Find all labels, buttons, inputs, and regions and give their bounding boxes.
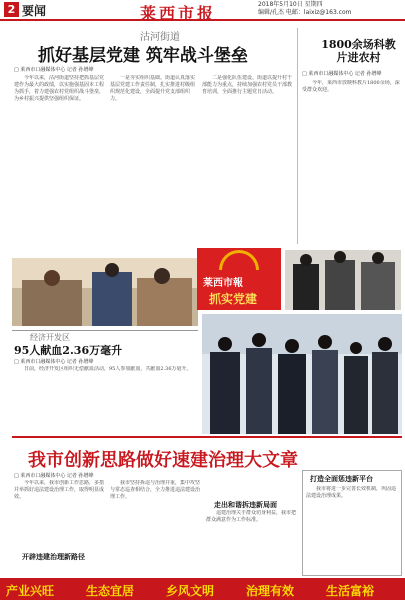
right-box-body — [306, 486, 398, 574]
right-box-paragraph: 我市将进一步完善长效机制，巩固违法建设治理成果。 — [306, 486, 397, 499]
issue-info — [258, 1, 403, 17]
lead-column-2 — [110, 75, 198, 245]
lead-photo-1 — [12, 258, 198, 326]
footer-slogan-bar — [0, 578, 405, 600]
main-paragraph-2: 我市坚持拆违与治理并重，集中攻坚与常态巡查相结合，全力推进违法建设治理工作。 — [110, 480, 201, 500]
second-headline: 95人献血2.36万毫升 — [14, 344, 123, 357]
logo-text-1: 莱西市報 — [203, 278, 243, 289]
second-body — [14, 366, 198, 406]
paper-name: 莱西市报 — [140, 4, 217, 23]
right-box-title: 打造全面惩违新平台 — [310, 474, 373, 483]
logo-arc — [219, 250, 259, 270]
slogan-1: 产业兴旺 — [6, 584, 55, 598]
issue-editor: 编辑/孔杰 电邮：laixiz@163.com — [258, 9, 352, 16]
main-byline: □ 莱西市口融媒体中心 记者 孙增峰 — [14, 473, 94, 479]
party-building-logo — [197, 248, 281, 310]
slogan-2: 生态宜居 — [86, 584, 135, 598]
right-column-divider — [297, 28, 298, 244]
lead-photo-2 — [285, 250, 401, 310]
slogan-4: 治理有效 — [246, 584, 295, 598]
slogan-5: 生活富裕 — [326, 584, 375, 598]
lead-byline: □ 莱西市口融媒体中心 记者 孙增峰 — [14, 67, 94, 73]
slogan-3: 乡风文明 — [166, 584, 215, 598]
main-headline: 我市创新思路做好速建治理大文章 — [28, 450, 298, 471]
main-column-2 — [110, 480, 202, 576]
section-name: 要闻 — [22, 4, 47, 18]
main-story-rule — [12, 436, 402, 438]
lead-paragraph-3: 二是强化队伍建设。街道以提升村干部能力为重点，持续加强农村党员干部教育培训，全面推行主题党日活动。 — [202, 75, 293, 95]
main-column-1 — [14, 480, 106, 552]
lead-paragraph-2: 一是夯实组织基础。街道认真落实基层党建工作责任制，扎实推进村级组织规范化建设，全面提升党支部组织力。 — [110, 75, 196, 102]
second-kicker: 经济开发区 — [30, 333, 70, 342]
lead-column-3 — [202, 75, 294, 245]
main-column-1b — [14, 561, 106, 577]
right-paragraph: 今年，莱西市放映科教片1800余场，深受群众欢迎。 — [302, 80, 400, 93]
main-paragraph-1: 今年以来，我市创新工作思路，多措并举抓好违法建设治理工作，取得明显成效。 — [14, 480, 105, 500]
main-photo — [202, 314, 402, 434]
lead-column-1 — [14, 75, 104, 255]
second-byline: □ 莱西市口融媒体中心 记者 孙增峰 — [14, 359, 94, 365]
lead-headline: 抓好基层党建 筑牢战斗堡垒 — [38, 46, 248, 66]
right-byline: □ 莱西市口融媒体中心 记者 孙增峰 — [302, 71, 382, 77]
lead-kicker: 沽河街道 — [140, 32, 180, 43]
second-paragraph: 日前，经济开发区组织无偿献血活动，95人参加献血，共献血2.36万毫升。 — [24, 366, 192, 372]
main-subhead-2: 走出和谐拆违新局面 — [214, 500, 277, 509]
right-column-body — [302, 80, 402, 246]
main-paragraph-3: 违建治理关乎群众切身利益，我市把群众满意作为工作标准。 — [206, 510, 297, 523]
logo-text-2: 抓实党建 — [209, 292, 258, 306]
right-headline: 1800余场科教片进农村 — [321, 38, 396, 64]
main-subhead-1: 开辟违建治理新路径 — [22, 552, 85, 561]
masthead — [0, 0, 405, 21]
lead-paragraph-1: 今年以来，沽河街道坚持把抓基层党建作为最大的政绩，以实施强基固本工程为抓手，着力建强农村党组织战斗堡垒，为乡村振兴提供坚强组织保证。 — [14, 75, 104, 102]
second-story-rule — [12, 330, 198, 331]
issue-date: 2018年5月10日 星期四 — [258, 1, 323, 8]
main-column-3 — [206, 510, 298, 576]
page-number: 2 — [4, 2, 19, 17]
